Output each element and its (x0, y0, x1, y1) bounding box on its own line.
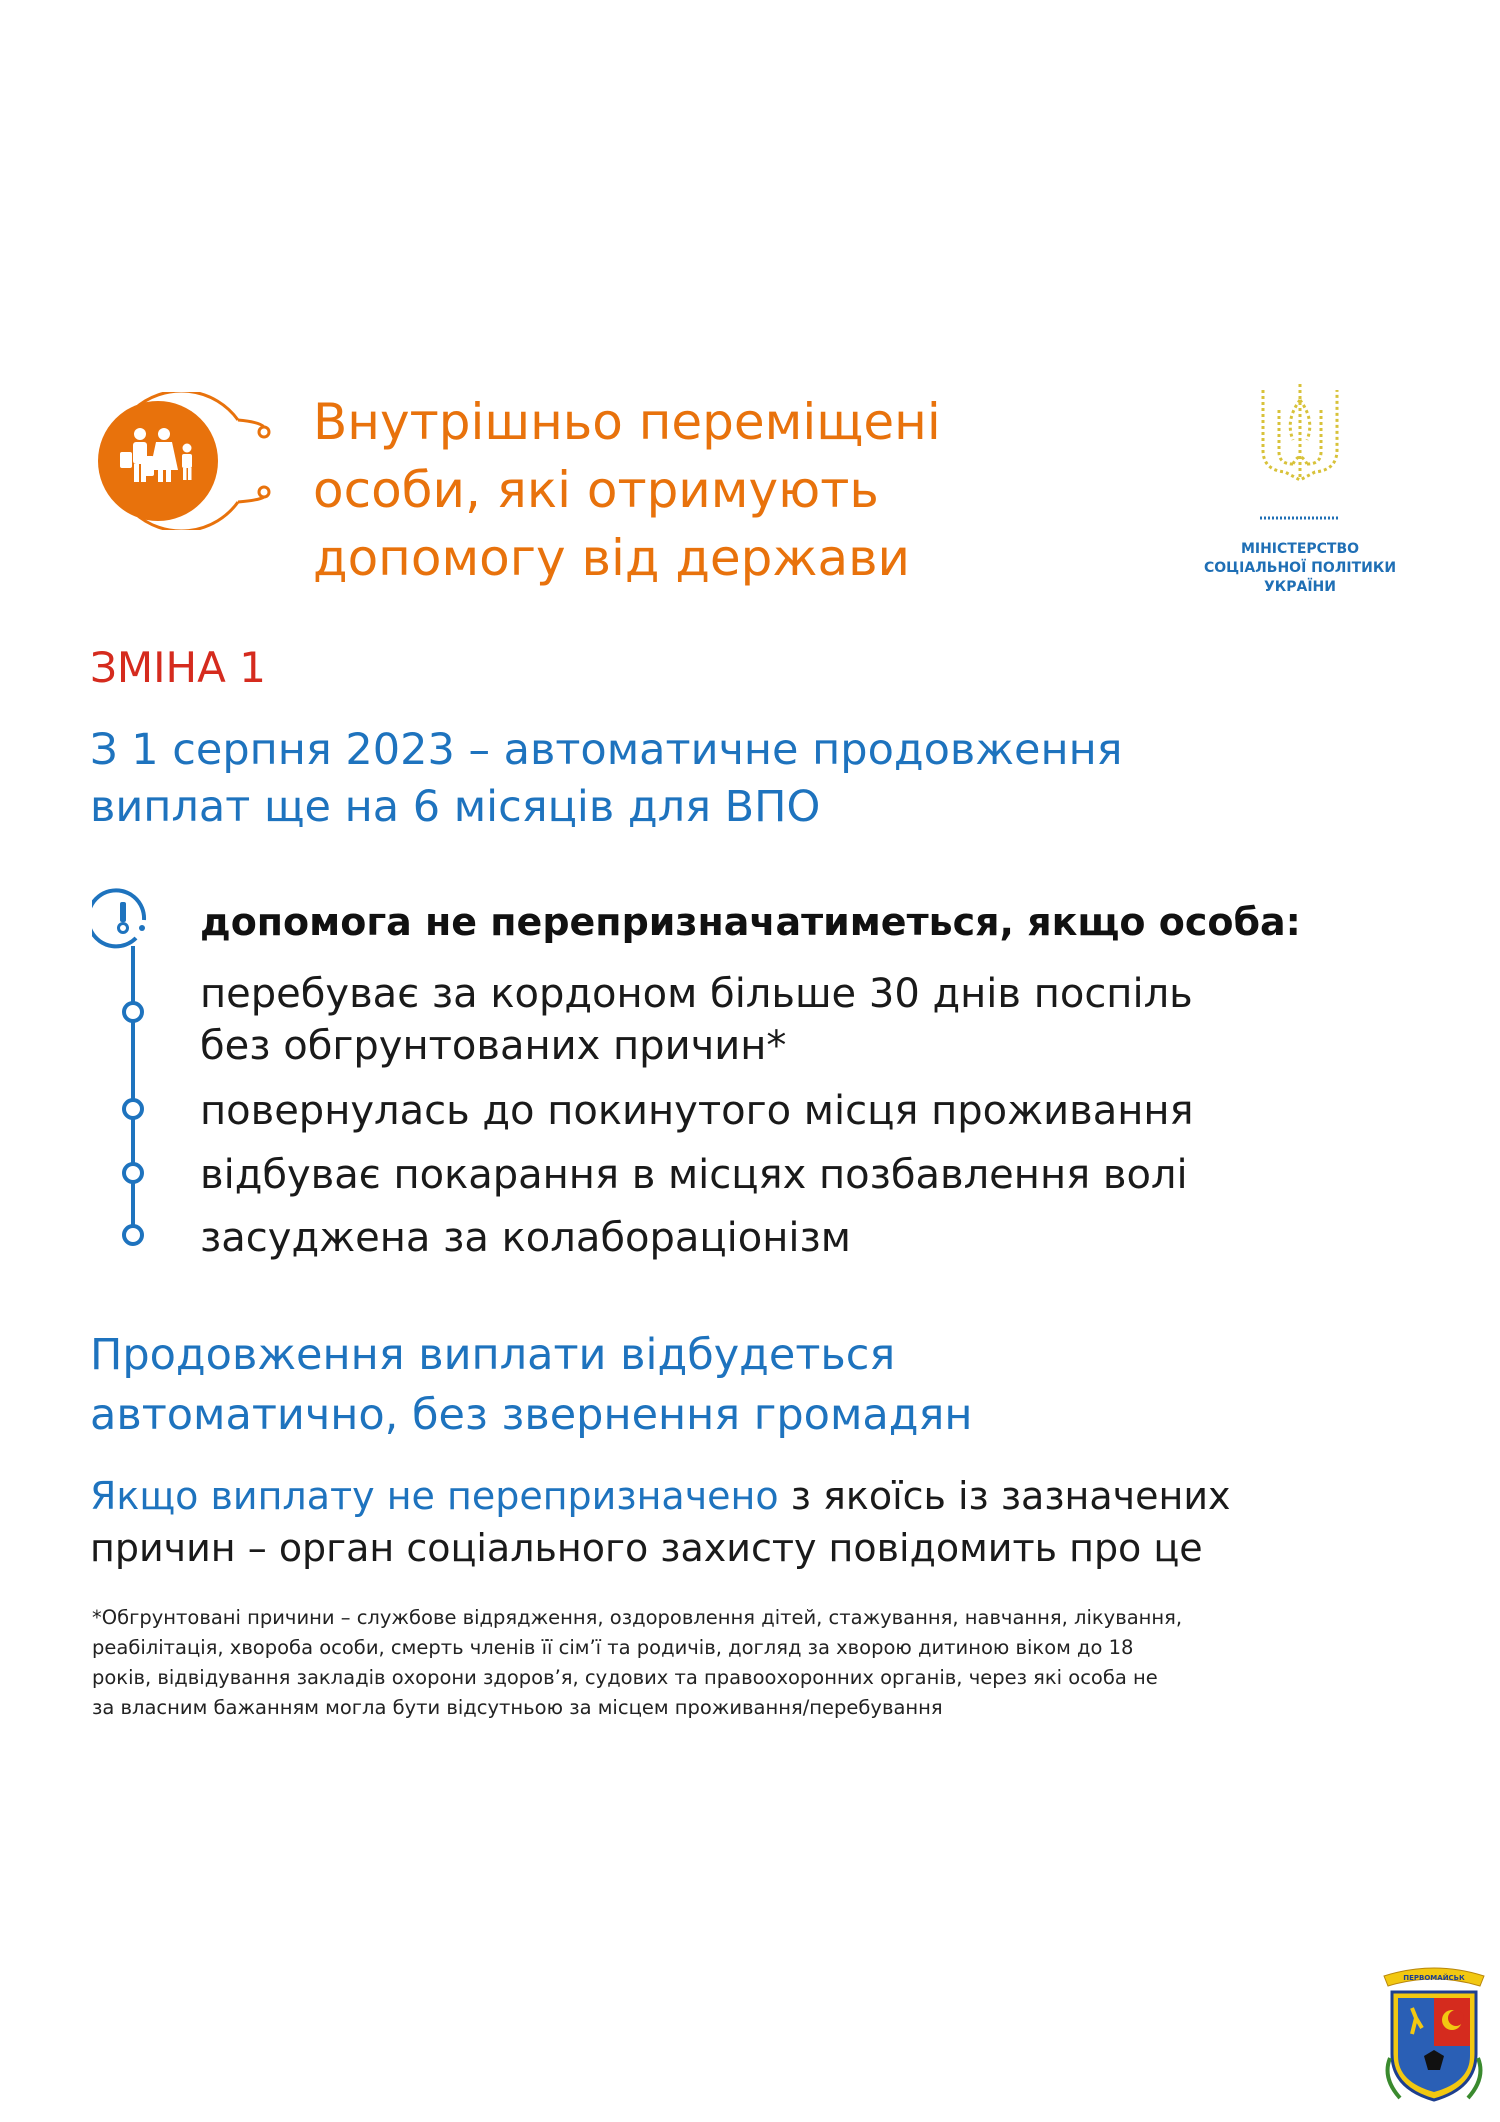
page-title (313, 388, 1133, 592)
condition-item-collaboration (200, 1212, 1400, 1264)
emblem-divider (1260, 515, 1340, 521)
subtitle-line-2: виплат ще на 6 місяців для ВПО (90, 782, 821, 832)
ministry-line-2: СОЦІАЛЬНОЇ ПОЛІТИКИ (1203, 560, 1397, 576)
ministry-line-3: УКРАЇНИ (1264, 579, 1336, 595)
continuation-heading (90, 1325, 1440, 1445)
crest-banner-text: ПЕРВОМАЙСЬК (1403, 1974, 1465, 1982)
conditions-timeline (92, 882, 152, 1262)
subtitle-line-1: З 1 серпня 2023 – автоматичне продовження (90, 725, 1123, 775)
condition-text-line: відбуває покарання в місцях позбавлення волі (200, 1152, 1188, 1198)
title-line-3: допомогу від держави (313, 529, 911, 587)
footnote-line: за власним бажанням могла бути відсутньою за місцем проживання/перебування (92, 1696, 943, 1719)
city-coat-of-arms-icon (1378, 1958, 1490, 2110)
ministry-line-1: МІНІСТЕРСТВО (1240, 541, 1360, 557)
title-line-2: особи, які отримують (313, 461, 879, 519)
notice (90, 1470, 1440, 1574)
notice-highlight: Якщо виплату не перепризначено (90, 1474, 779, 1518)
subtitle (90, 722, 1440, 836)
notice-rest: з якоїсь із зазначених (778, 1474, 1231, 1518)
footnote-line: *Обгрунтовані причини – службове відрядження, оздоровлення дітей, стажування, навчання, лікування, (92, 1606, 1183, 1629)
title-line-1: Внутрішньо переміщені (313, 393, 941, 451)
footnote-line: реабілітація, хвороба особи, смерть членів її сім’ї та родичів, догляд за хворою дитиною віком до 18 (92, 1636, 1134, 1659)
condition-text-line: без обгрунтованих причин* (200, 1023, 787, 1069)
ministry-name (1180, 540, 1420, 597)
condition-text-line: повернулась до покинутого місця проживання (200, 1088, 1194, 1134)
trident-emblem-icon (1255, 380, 1345, 492)
change-label: ЗМІНА 1 (90, 643, 266, 692)
footnote (92, 1603, 1442, 1723)
continuation-line-1: Продовження виплати відбудеться (90, 1330, 896, 1380)
continuation-line-2: автоматично, без звернення громадян (90, 1390, 973, 1440)
notice-line-2: причин – орган соціального захисту повідомить про це (90, 1526, 1203, 1570)
condition-text-line: перебуває за кордоном більше 30 днів поспіль (200, 971, 1193, 1017)
condition-text-line: засуджена за колабораціонізм (200, 1215, 851, 1261)
family-with-suitcase-icon (88, 392, 288, 530)
conditions-heading: допомога не перепризначатиметься, якщо особа: (200, 900, 1301, 944)
condition-item-abroad (200, 968, 1400, 1072)
condition-item-returned (200, 1085, 1400, 1137)
exclamation-icon (92, 890, 145, 946)
condition-item-imprisoned (200, 1149, 1400, 1201)
footnote-line: років, відвідування закладів охорони здоров’я, судових та правоохоронних органів, через які особа не (92, 1666, 1158, 1689)
